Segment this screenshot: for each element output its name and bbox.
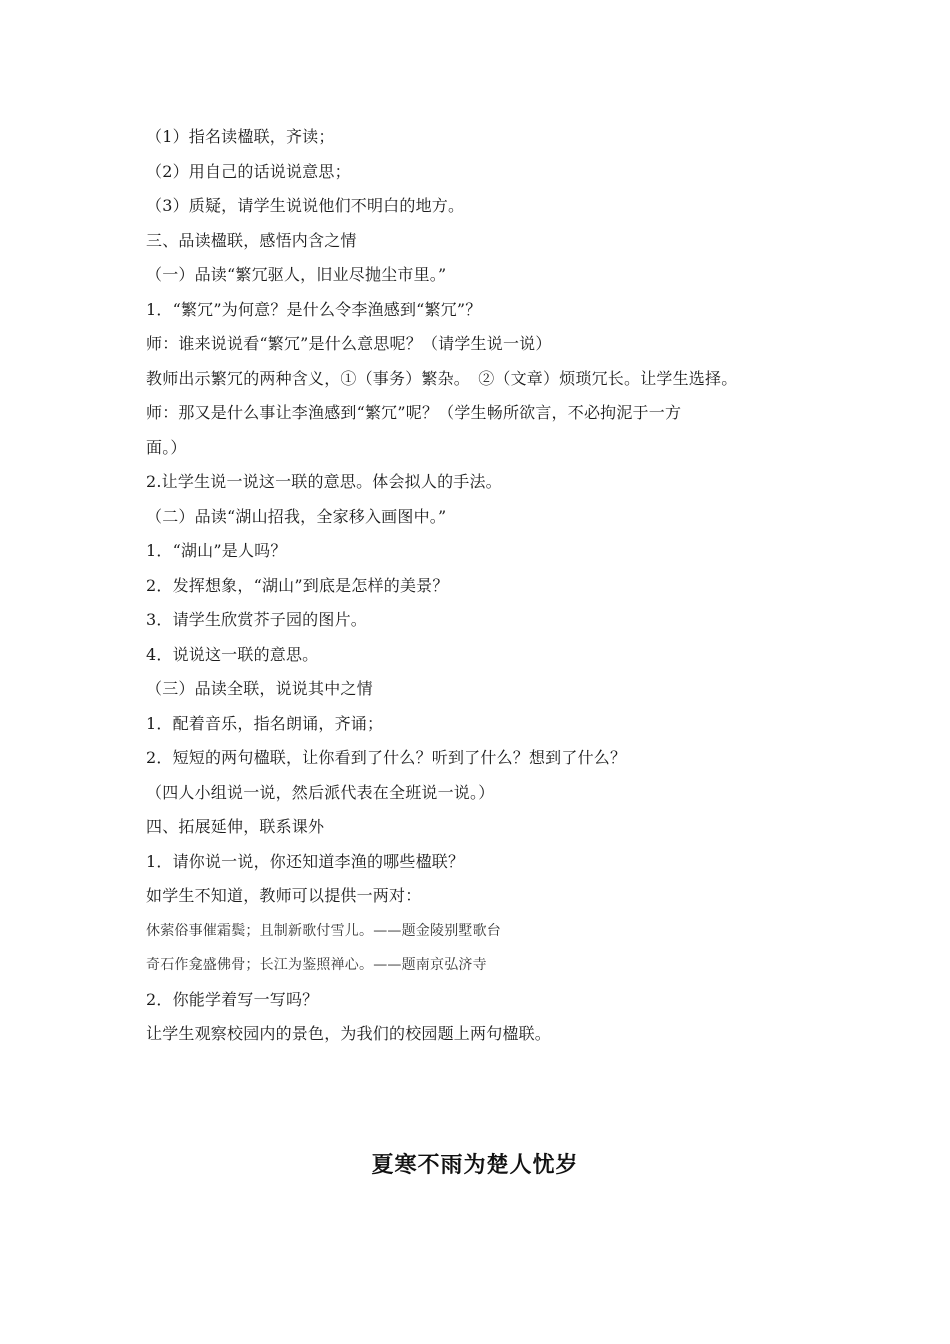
subsection-heading: （一）品读“繁冗驱人，旧业尽抛尘市里。” — [146, 265, 447, 284]
text-line: 4．说说这一联的意思。 — [146, 644, 319, 664]
text-line: 如学生不知道，教师可以提供一两对： — [146, 886, 422, 905]
text-line: （四人小组说一说，然后派代表在全班说一说。） — [146, 782, 495, 802]
section-heading: 三、品读楹联，感悟内含之情 — [146, 230, 357, 250]
text-line: 1．请你说一说，你还知道李渔的哪些楹联？ — [146, 851, 465, 871]
section-heading: 四、拓展延伸，联系课外 — [146, 817, 325, 836]
text-line: 2．你能学着写一写吗？ — [146, 989, 319, 1009]
text-line: （1）指名读楹联，齐读； — [146, 127, 335, 146]
text-line: 1．配着音乐，指名朗诵，齐诵； — [146, 713, 384, 733]
text-line: 教师出示繁冗的两种含义，①（事务）繁杂。 ②（文章）烦琐冗长。让学生选择。 — [146, 368, 738, 388]
text-line: 让学生观察校园内的景色，为我们的校园题上两句楹联。 — [146, 1024, 552, 1043]
couplet-example: 休萦俗事催霜鬓；且制新歌付雪儿。——题金陵别墅歌台 — [146, 922, 501, 939]
text-line: （2）用自己的话说说意思； — [146, 161, 351, 181]
lesson-plan-body — [146, 120, 826, 1052]
couplet-example: 奇石作龛盛佛骨；长江为鉴照禅心。——题南京弘济寺 — [146, 957, 487, 973]
text-line: 2．短短的两句楹联，让你看到了什么？听到了什么？想到了什么？ — [146, 748, 627, 767]
next-lesson-title: 夏寒不雨为楚人忧岁 — [371, 1153, 579, 1178]
text-line: 2.让学生说一说这一联的意思。体会拟人的手法。 — [146, 472, 502, 491]
text-line: 师：谁来说说看“繁冗”是什么意思呢？（请学生说一说） — [146, 334, 552, 353]
text-line: （3）质疑，请学生说说他们不明白的地方。 — [146, 196, 465, 215]
text-line: 2．发挥想象，“湖山”到底是怎样的美景？ — [146, 575, 449, 595]
text-line: 师：那又是什么事让李渔感到“繁冗”呢？（学生畅所欲言，不必拘泥于一方 — [146, 403, 682, 422]
subsection-heading: （二）品读“湖山招我，全家移入画图中。” — [146, 506, 447, 526]
text-line: 1．“湖山”是人吗？ — [146, 541, 287, 560]
text-line: 1．“繁冗”为何意？是什么令李渔感到“繁冗”？ — [146, 299, 482, 319]
text-line: 3．请学生欣赏芥子园的图片。 — [146, 610, 367, 629]
subsection-heading: （三）品读全联，说说其中之情 — [146, 679, 373, 698]
text-line: 面。） — [146, 437, 187, 457]
